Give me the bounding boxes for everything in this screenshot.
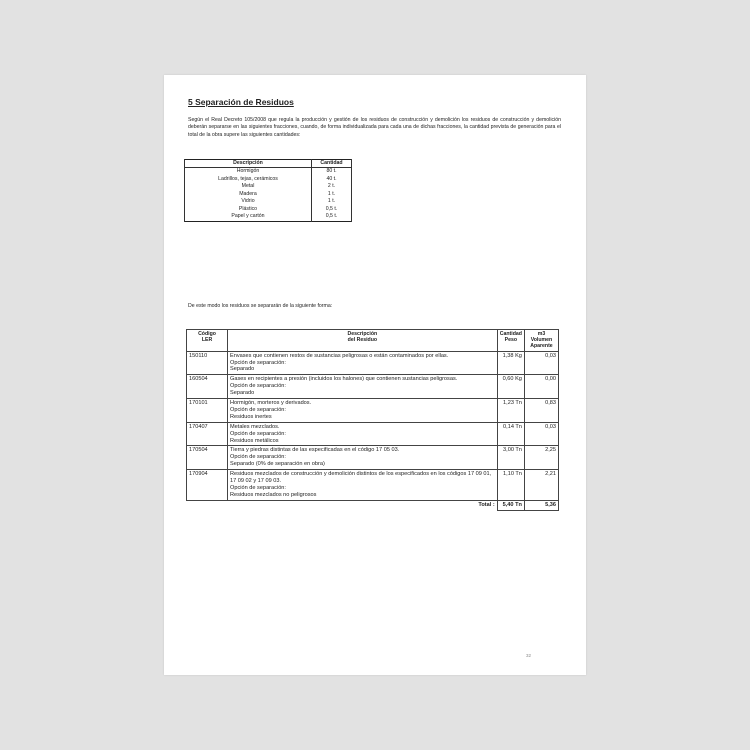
table-row [187,446,559,470]
waste-volume: 0,03 [524,351,558,375]
header-desc-line1: Descripción [347,331,378,337]
ler-code: 160504 [187,375,228,399]
waste-description [228,422,498,446]
ler-code: 150110 [187,351,228,375]
waste-volume: 0,03 [524,422,558,446]
ler-code: 170101 [187,399,228,423]
waste-volume: 0,00 [524,375,558,399]
ler-code: 170504 [187,446,228,470]
waste-weight: 0,14 Tn [497,422,524,446]
fraction-quantity: 0,5 t. [312,213,352,221]
desc-option-label: Opción de separación: [230,383,286,390]
desc-option-value: Residuos mezclados no peligrosos [230,491,317,498]
waste-volume: 0,83 [524,399,558,423]
fraction-quantity: 80 t. [312,168,352,176]
table-row [187,399,559,423]
desc-option-label: Opción de separación: [230,454,286,461]
fraction-quantity: 1 t. [312,191,352,199]
table-row [185,206,352,214]
header-volume-line1: m3 Volumen [530,331,553,344]
waste-table [186,329,559,511]
fraction-name: Madera [185,191,312,199]
header-code-line1: Código [198,331,216,337]
fraction-name: Plástico [185,206,312,214]
waste-volume: 2,25 [524,446,558,470]
header-code-line2: LER [201,337,213,344]
fractions-table [184,159,352,222]
header-description [228,330,498,352]
desc-option-value: Separado (0% de separación en obra) [230,461,325,468]
fraction-quantity: 1 t. [312,198,352,206]
ler-code: 170904 [187,470,228,501]
waste-description [228,446,498,470]
fraction-quantity: 0,5 t. [312,206,352,214]
fraction-name: Ladrillos, tejas, cerámicos [185,175,312,183]
header-weight-line2: Peso [504,337,518,344]
fraction-name: Hormigón [185,168,312,176]
header-volume [524,330,558,352]
waste-weight: 0,60 Kg [497,375,524,399]
section-title: 5 Separación de Residuos [188,97,294,107]
table-row [187,351,559,375]
desc-option-value: Separado [230,390,255,397]
header-weight-line1: Cantidad [499,331,522,337]
waste-description [228,375,498,399]
desc-option-value: Residuos metálicos [230,437,279,444]
desc-text: Tierra y piedras distintas de las especificadas en el código 17 05 03. [230,447,400,454]
table-row [185,168,352,176]
desc-text: Residuos mezclados de construcción y demolición distintos de los especificados en los códigos 17 09 01, 17 09 02 y 17 09 03. [230,471,492,485]
table-row [185,191,352,199]
waste-weight: 3,00 Tn [497,446,524,470]
table-row [187,470,559,501]
header-weight [497,330,524,352]
table-row [185,213,352,221]
desc-option-label: Opción de separación: [230,485,286,492]
waste-weight: 1,23 Tn [497,399,524,423]
fraction-quantity: 2 t. [312,183,352,191]
lead-sentence: De este modo los residuos se separarán de la siguiente forma: [188,303,333,309]
desc-text: Hormigón, morteros y derivados. [230,400,312,407]
waste-description [228,399,498,423]
page-number: 32 [526,653,532,658]
fraction-quantity: 40 t. [312,175,352,183]
waste-volume: 2,21 [524,470,558,501]
desc-text: Envases que contienen restos de sustancias peligrosas o están contaminados por ellas. [230,352,449,359]
fraction-name: Papel y cartón [185,213,312,221]
document-page [164,75,586,675]
total-weight: 5,40 Tn [497,500,524,510]
table-row [185,183,352,191]
intro-paragraph: Según el Real Decreto 105/2008 que regula la producción y gestión de los residuos de construcción y demolición los residuos de construcción y demolición deberán separarse en las siguientes fracciones, cuando, de forma individualizada para cada una de dichas fracciones, la cantidad prevista de generación para el total de la obra supere las siguientes cantidades: [188,117,561,138]
table-row [187,422,559,446]
waste-header-row [187,330,559,352]
header-desc-line2: del Residuo [347,337,378,344]
waste-description [228,351,498,375]
desc-option-value: Separado [230,366,255,373]
fractions-header-description: Descripción [185,160,312,168]
header-volume-line2: Aparente [530,343,553,350]
waste-description [228,470,498,501]
desc-option-value: Residuos inertes [230,413,272,420]
desc-text: Gases en recipientes a presión (incluidos los halones) que contienen sustancias peligrosas. [230,376,458,383]
total-label: Total : [478,501,495,508]
desc-text: Metales mezclados. [230,423,280,430]
header-code [187,330,228,352]
table-row [185,175,352,183]
waste-weight: 1,10 Tn [497,470,524,501]
total-row [187,500,559,510]
ler-code: 170407 [187,422,228,446]
fraction-name: Vidrio [185,198,312,206]
waste-weight: 1,38 Kg [497,351,524,375]
fraction-name: Metal [185,183,312,191]
desc-option-label: Opción de separación: [230,406,286,413]
table-row [185,198,352,206]
desc-option-label: Opción de separación: [230,430,286,437]
desc-option-label: Opción de separación: [230,359,286,366]
total-volume: 5,36 [524,500,558,510]
fractions-header-row [185,160,352,168]
fractions-header-quantity: Cantidad [312,160,352,168]
table-row [187,375,559,399]
